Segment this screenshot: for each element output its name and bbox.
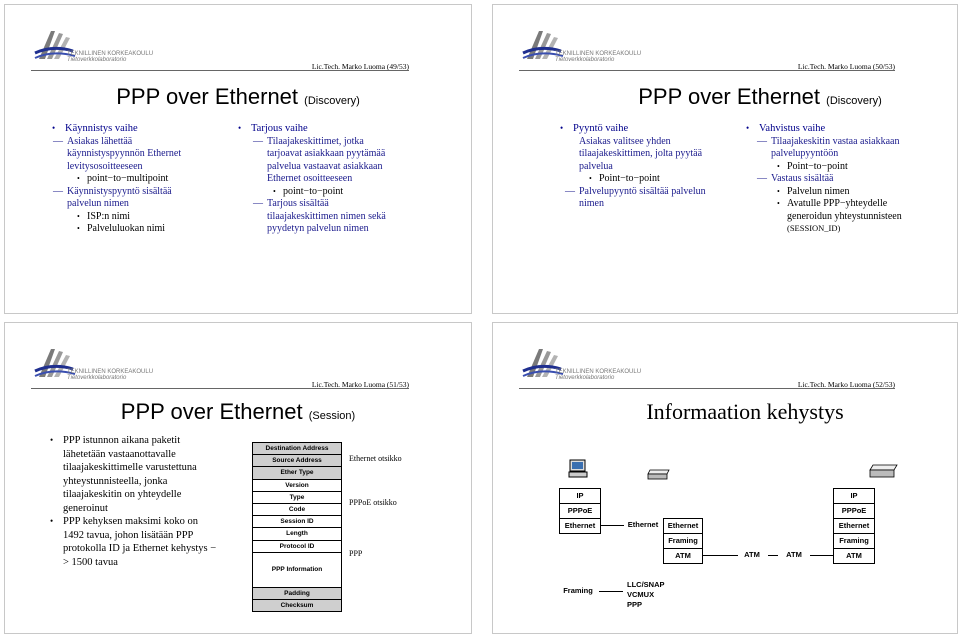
bridge-device-icon [647, 468, 671, 480]
bridge-ethernet-2: Ethernet [663, 518, 703, 534]
atm-node-1: ATM [744, 550, 760, 559]
session-text: • PPP istunnon aikana paketit lähetetään vastaanottavalle tilaajakeskittimelle varustettuna yhteystunnisteella, jonka tilaajakeskitin on yhteydelle generoinut • PPP kehyksen maksimi koko on 1492 tavua, johon lisätään PPP protokolla ID ja Ethernet kehystys − > 1500 tavua [50, 435, 217, 568]
ac-atm: ATM [833, 548, 875, 564]
bridge-framing: Framing [663, 533, 703, 549]
heading-pyynto: • Pyyntö vaihe [560, 123, 629, 134]
field-checksum: Checksum [252, 599, 342, 612]
heading-tarjous: • Tarjous vaihe [238, 123, 308, 134]
access-concentrator-icon [869, 463, 899, 479]
field-source: Source Address [252, 454, 342, 466]
field-version: Version [252, 479, 342, 491]
stack-pppoe: PPPoE [559, 503, 601, 519]
header-rule [519, 388, 895, 389]
bridge-atm: ATM [663, 548, 703, 564]
left-column: • Käynnistys vaihe — Asiakas lähettää käynnistyspyynnön Ethernet levitysosoitteeseen • point−to−multipoint — Käynnistyspyyntö sisältää palvelun nimen • ISP:n nimi • Palveluluokan nimi [65, 123, 235, 235]
field-ethertype: Ether Type [252, 466, 342, 478]
legend-framing: Framing [563, 586, 593, 595]
page-number: Lic.Tech. Marko Luoma (49/53) [311, 62, 409, 71]
header-rule [31, 70, 409, 71]
ac-pppoe: PPPoE [833, 503, 875, 519]
label-ethernet-header: Ethernet otsikko [349, 454, 402, 463]
field-destination: Destination Address [252, 442, 342, 454]
slide-49 [4, 4, 472, 314]
field-padding: Padding [252, 587, 342, 599]
field-length: Length [252, 527, 342, 539]
page-number: Lic.Tech. Marko Luoma (51/53) [311, 380, 409, 389]
header-rule [519, 70, 895, 71]
label-pppoe-header: PPPoE otsikko [349, 498, 397, 507]
heading-kaynnistys: • Käynnistys vaihe [52, 123, 138, 134]
page-number: Lic.Tech. Marko Luoma (50/53) [797, 62, 895, 71]
right-column: • Vahvistus vaihe — Tilaajakeskitin vastaa asiakkaan palvelupyyntöön • Point−to−point — Vastaus sisältää • Palvelun nimen • Avatulle PPP−yhteydelle generoidun yhteystunnisteen (SESSION_ID) [759, 123, 949, 235]
bridge-ethernet: Ethernet [627, 520, 659, 529]
slide-52 [492, 322, 958, 634]
legend-items: LLC/SNAP VCMUX PPP [627, 580, 665, 609]
field-protocol-id: Protocol ID [252, 540, 342, 552]
field-code: Code [252, 503, 342, 515]
link-line [810, 555, 834, 556]
field-ppp-information: PPP Information [252, 552, 342, 587]
logo-text: TEKNILLINEN KORKEAKOULU Tietoverkkolaboratorio [555, 369, 642, 381]
slide-50 [492, 4, 958, 314]
logo-text: TEKNILLINEN KORKEAKOULU Tietoverkkolaboratorio [555, 51, 642, 63]
field-type: Type [252, 491, 342, 503]
pppoe-packet [252, 442, 342, 612]
slide-51 [4, 322, 472, 634]
label-ppp: PPP [349, 549, 363, 558]
slide-title: PPP over Ethernet (Discovery) [116, 84, 360, 109]
header-rule [31, 388, 409, 389]
ac-framing: Framing [833, 533, 875, 549]
legend-line [599, 591, 623, 592]
field-session-id: Session ID [252, 515, 342, 527]
right-column: • Tarjous vaihe — Tilaajakeskittimet, jotka tarjoavat asiakkaan pyytämää palvelua vastaavat asiakkaan Ethernet osoitteeseen • point−to−point — Tarjous sisältää tilaajakeskittimen nimen sekä pyydetyn palvelun nimen [251, 123, 451, 235]
logo-text: TEKNILLINEN KORKEAKOULU Tietoverkkolaboratorio [67, 51, 154, 63]
slide-title: PPP over Ethernet (Session) [120, 399, 356, 424]
stack-ip: IP [559, 488, 601, 504]
ac-ip: IP [833, 488, 875, 504]
link-line [702, 555, 738, 556]
link-line [600, 525, 624, 526]
slide-title: PPP over Ethernet (Discovery) [638, 84, 882, 109]
left-column: • Pyyntö vaihe Asiakas valitsee yhden tilaajakeskittimen, jolta pyytää palvelua • Point−to−point — Palvelupyyntö sisältää palvelun nimen [573, 123, 743, 210]
logo-text: TEKNILLINEN KORKEAKOULU Tietoverkkolaboratorio [67, 369, 154, 381]
atm-node-2: ATM [786, 550, 802, 559]
stack-ethernet: Ethernet [559, 518, 601, 534]
page-number: Lic.Tech. Marko Luoma (52/53) [797, 380, 895, 389]
link-line [768, 555, 778, 556]
heading-vahvistus: • Vahvistus vaihe [746, 123, 826, 134]
ac-ethernet: Ethernet [833, 518, 875, 534]
computer-icon [568, 459, 588, 479]
slide-title: Informaation kehystys [646, 399, 844, 424]
